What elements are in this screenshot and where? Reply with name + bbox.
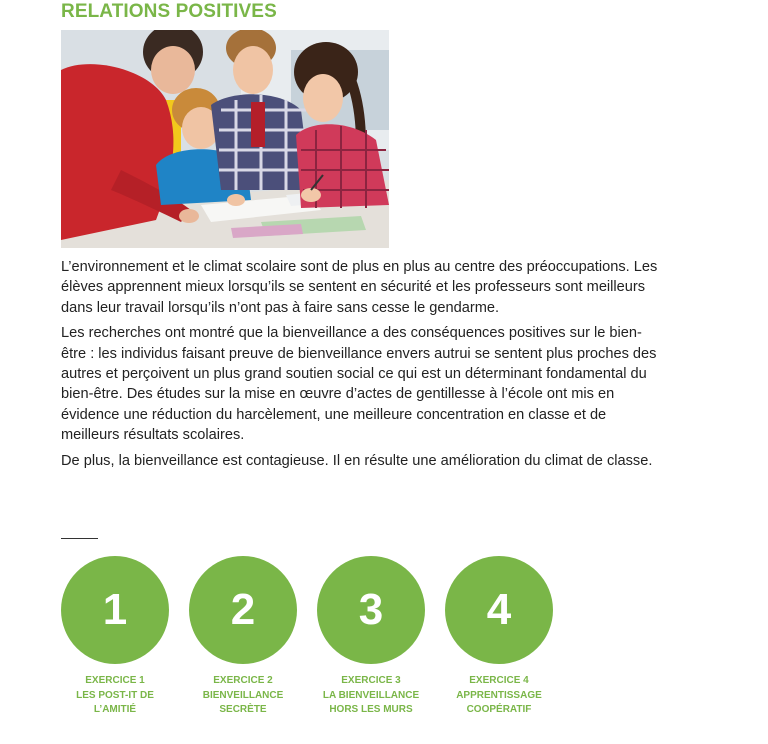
exercise-label: EXERCICE 2 BIENVEILLANCE SECRÈTE xyxy=(202,675,284,715)
exercise-number-circle: 2 xyxy=(189,556,297,664)
paragraph: De plus, la bienveillance est contagieuse. Il en résulte une amélioration du climat de classe. xyxy=(61,452,653,469)
section-divider xyxy=(61,538,98,539)
paragraph: L’environnement et le climat scolaire sont de plus en plus au centre des préoccupations. Les élèves apprennent mieux lorsqu’ils se sentent en sécurité et les professeurs sont meilleurs dans leur travail lorsqu’ils n’ont pas à faire sans cesse le gendarme. xyxy=(61,259,658,316)
classroom-photo xyxy=(61,30,389,248)
section-title: RELATIONS POSITIVES xyxy=(61,1,277,22)
article-text xyxy=(61,257,701,476)
exercise-label: EXERCICE 3 LA BIENVEILLANCE HORS LES MURS xyxy=(322,675,420,715)
paragraph: Les recherches ont montré que la bienveillance a des conséquences positives sur le bien- être : les individus faisant preuve de bienveillance envers autrui se sentent plus proches des autres et perçoivent un plus grand soutien social ce qui est un déterminant fondamental du bien-être. Des études sur la mise en œuvre d’actes de gentillesse à l’école ont mis en évidence une réduction du harcèlement, une meilleure concentration en classe et de meilleurs résultats scolaires. xyxy=(61,325,657,444)
exercise-number-circle: 3 xyxy=(317,556,425,664)
exercise-label: EXERCICE 1 LES POST-IT DE L’AMITIÉ xyxy=(76,675,154,715)
exercise-number-circle: 4 xyxy=(445,556,553,664)
exercise-label: EXERCICE 4 APPRENTISSAGE COOPÉRATIF xyxy=(456,675,542,715)
exercise-number-circle: 1 xyxy=(61,556,169,664)
